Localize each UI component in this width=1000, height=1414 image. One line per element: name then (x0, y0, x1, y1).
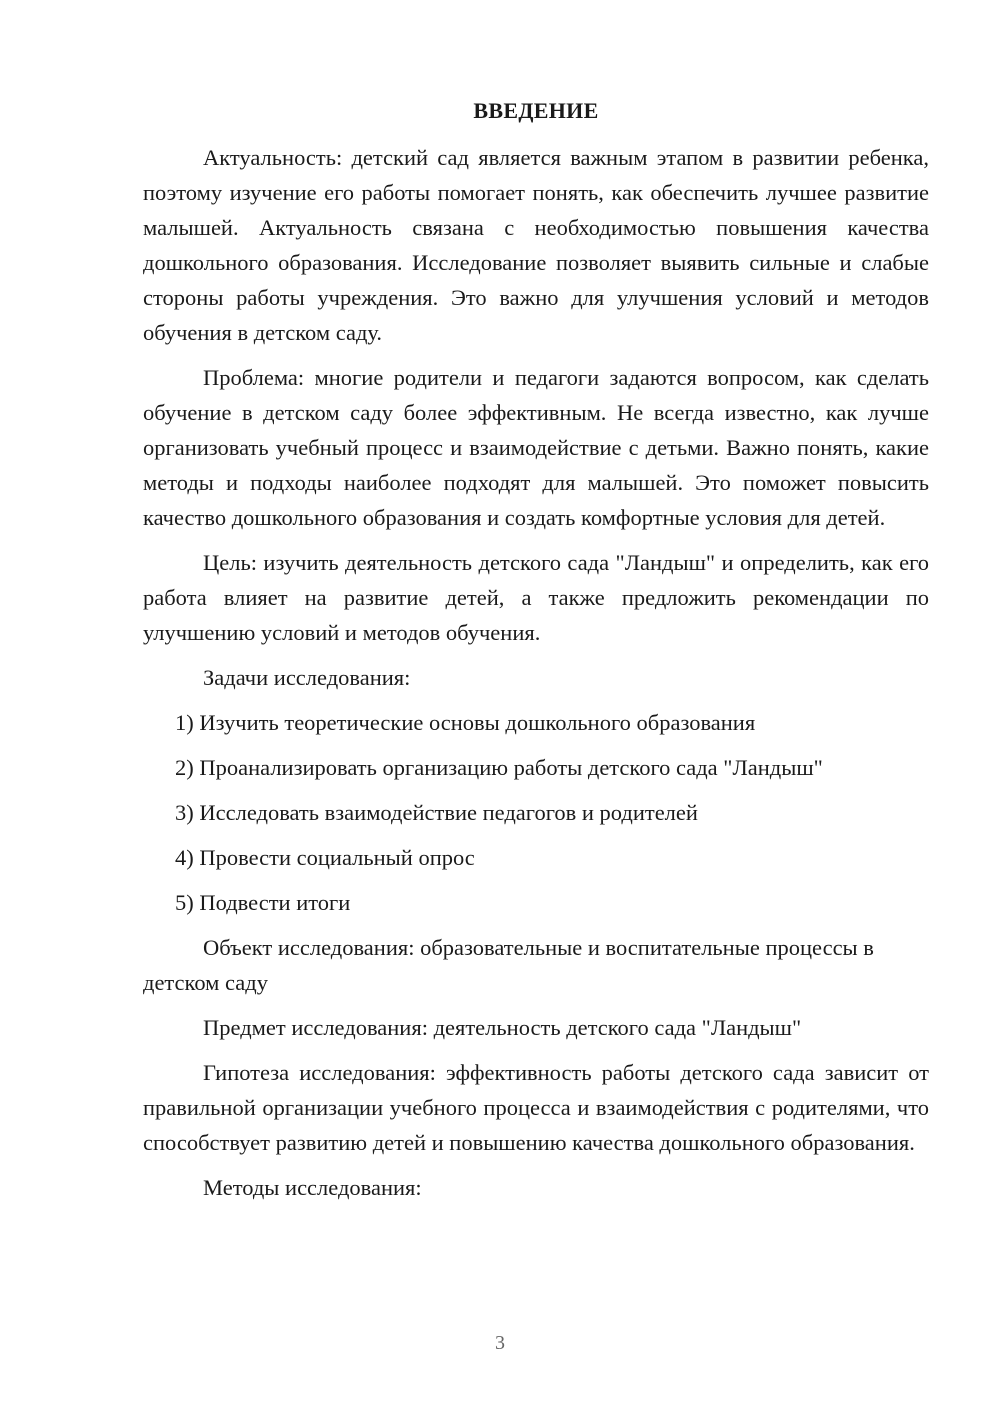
section-title: ВВЕДЕНИЕ (473, 98, 599, 123)
page-number: 3 (495, 1332, 505, 1354)
tasks-heading: Задачи исследования: (203, 665, 411, 690)
task-item-3: 3) Исследовать взаимодействие педагогов и родителей (175, 800, 698, 825)
subject-paragraph: Предмет исследования: деятельность детского сада "Ландыш" (203, 1015, 802, 1040)
methods-heading: Методы исследования: (203, 1175, 422, 1200)
goal-paragraph: Цель: изучить деятельность детского сада "Ландыш" и определить, как его работа влияет на развитие детей, а также предложить рекомендации по улучшению условий и методов обучения. (143, 550, 929, 645)
problem-paragraph: Проблема: многие родители и педагоги задаются вопросом, как сделать обучение в детском саду более эффективным. Не всегда известно, как лучше организовать учебный процесс и взаимодействие с детьми. Важно понять, какие методы и подходы наиболее подходят для малышей. Это поможет повысить качество дошкольного образования и создать комфортные условия для детей. (143, 365, 929, 530)
object-paragraph: Объект исследования: образовательные и воспитательные процессы в детском саду (143, 935, 874, 995)
hypothesis-paragraph: Гипотеза исследования: эффективность работы детского сада зависит от правильной организации учебного процесса и взаимодействия с родителями, что способствует развитию детей и повышению качества дошкольного образования. (143, 1060, 929, 1155)
tasks-list (143, 705, 929, 920)
task-item-1: 1) Изучить теоретические основы дошкольного образования (175, 710, 756, 735)
relevance-paragraph: Актуальность: детский сад является важным этапом в развитии ребенка, поэтому изучение его работы помогает понять, как обеспечить лучшее развитие малышей. Актуальность связана с необходимостью повышения качества дошкольного образования. Исследование позволяет выявить сильные и слабые стороны работы учреждения. Это важно для улучшения условий и методов обучения в детском саду. (143, 145, 929, 345)
task-item-2: 2) Проанализировать организацию работы детского сада "Ландыш" (175, 755, 823, 780)
task-item-5: 5) Подвести итоги (175, 890, 351, 915)
task-item-4: 4) Провести социальный опрос (175, 845, 475, 870)
document-page (143, 96, 929, 1215)
